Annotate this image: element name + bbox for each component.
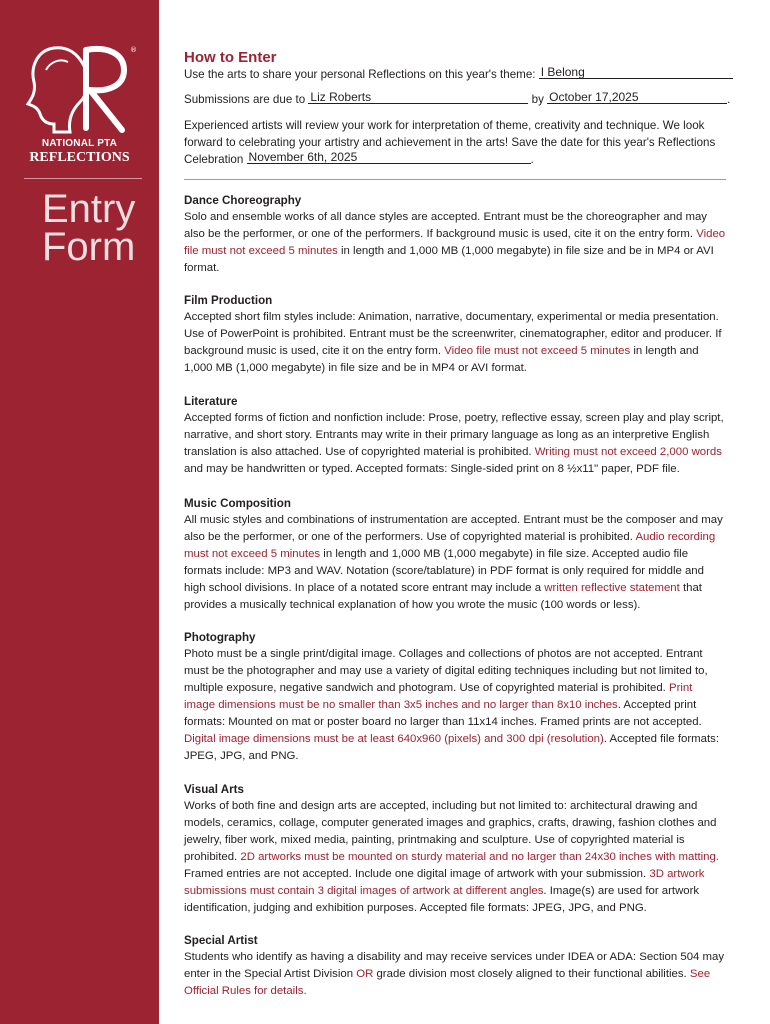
section-literature	[184, 393, 726, 478]
theme-label: Use the arts to share your personal Reflections on this year's theme:	[184, 68, 536, 81]
section-body	[184, 309, 726, 377]
body-text: Accepted forms of fiction and nonfiction include: Prose, poetry, reflective essay, screen play and play script, narrative, and short story. Entrants may write in their primary language as long as an interpretive English translation is also attached. Use of copyrighted material is prohibited.	[184, 412, 724, 458]
section-dance-choreography	[184, 192, 726, 277]
section-visual-arts	[184, 781, 726, 917]
section-title: Photography	[184, 631, 256, 644]
section-body	[184, 512, 726, 614]
due-date-field[interactable]: October 17,2025	[547, 91, 727, 104]
due-date-period: .	[727, 93, 731, 106]
experienced-paragraph	[184, 117, 724, 168]
theme-line	[184, 65, 733, 81]
highlighted-requirement: Print image dimensions must be no smaller than 3x5 inches and no larger than 8x10 inches	[184, 682, 693, 711]
submissions-to-field[interactable]: Liz Roberts	[308, 91, 528, 104]
body-text: in length and 1,000 MB (1,000 megabyte) in file size. Accepted audio file formats include: MP3 and WAV. Notation (score/tablature) in PDF format is only required for middle and high school divisions. In place of a notated score entrant may include a	[184, 548, 704, 594]
how-to-enter-heading: How to Enter	[184, 49, 277, 66]
submissions-label: Submissions are due to	[184, 93, 306, 106]
highlighted-requirement: 3D artwork submissions must contain 3 digital images of artwork at different angles	[184, 868, 705, 897]
highlighted-requirement: Audio recording must not exceed 5 minutes	[184, 531, 716, 560]
body-text: Accepted short film styles include: Animation, narrative, documentary, experimental or media presentation. Use of PowerPoint is prohibited. Entrant must be the screenwriter, cinematographer, editor and producer. If background music is used, cite it on the entry form.	[184, 311, 722, 357]
section-body	[184, 209, 726, 277]
entry-form-title-line1: Entry	[42, 187, 136, 231]
section-special-artist	[184, 932, 726, 1000]
celebration-period: .	[530, 153, 534, 166]
by-label: by	[531, 93, 544, 106]
section-photography	[184, 629, 726, 765]
section-title: Dance Choreography	[184, 194, 302, 207]
highlighted-requirement: Video file must not exceed 5 minutes	[184, 228, 726, 257]
body-text: Solo and ensemble works of all dance styles are accepted. Entrant must be the choreographer and may also be the performer, or one of the performers. If background music is used, cite it on the entry form.	[184, 211, 708, 240]
body-text: All music styles and combinations of instrumentation are accepted. Entrant must be the composer and may also be the performer, or one of the performers. Use of copyrighted material is prohibited.	[184, 514, 723, 543]
section-body	[184, 646, 726, 765]
svg-text:®: ®	[130, 46, 137, 54]
section-music-composition	[184, 495, 726, 614]
celebration-date-field[interactable]: November 6th, 2025	[247, 151, 531, 164]
sidebar-divider	[24, 178, 142, 179]
body-text: . Image(s) are used for artwork identification, judging and exhibition purposes. Accepted file formats: JPEG, JPG, and PNG.	[184, 885, 700, 914]
highlighted-requirement: 2D artworks must be mounted on sturdy material and no larger than 24x30 inches with matting.	[240, 851, 720, 863]
section-title: Literature	[184, 395, 238, 408]
body-text: that provides a musically technical explanation of how you wrote the music (100 words or less).	[184, 582, 702, 611]
highlighted-requirement: Writing must not exceed 2,000 words	[534, 446, 722, 458]
section-film-production	[184, 292, 726, 377]
body-text: . Accepted print formats: Mounted on mat or poster board no larger than 11x14 inches. Framed prints are not accepted.	[184, 699, 702, 728]
logo-line-national-pta: NATIONAL PTA	[41, 138, 118, 149]
highlighted-requirement: Video file must not exceed 5 minutes	[444, 345, 631, 357]
section-title: Visual Arts	[184, 783, 244, 796]
section-body	[184, 798, 726, 917]
logo-line-reflections: REFLECTIONS	[29, 150, 130, 165]
body-text: in length and 1,000 MB (1,000 megabyte) in file size and be in MP4 or AVI format.	[184, 245, 714, 274]
body-text: in length and 1,000 MB (1,000 megabyte) in file size and be in MP4 or AVI format.	[184, 345, 699, 374]
body-text: Photo must be a single print/digital image. Collages and collections of photos are not accepted. Entrant must be the photographer and may use a variety of digital editing techniques including but not limited to, multiple exposure, negative sandwich and photogram. Use of copyrighted material is prohibited.	[184, 648, 708, 694]
section-title: Film Production	[184, 294, 273, 307]
highlighted-requirement: OR	[356, 968, 374, 980]
section-title: Special Artist	[184, 934, 258, 947]
submissions-line	[184, 90, 731, 106]
body-text: and may be handwritten or typed. Accepted formats: Single-sided print on 8 ½x11" paper, PDF file.	[184, 463, 680, 475]
body-text: . Accepted file formats: JPEG, JPG, and PNG.	[184, 733, 720, 762]
experienced-text: Experienced artists will review your work for interpretation of theme, creativity and technique. We look forward to celebrating your artistry and achievement in the arts! Save the date for this year's Reflections	[184, 119, 716, 149]
header-divider	[184, 179, 726, 180]
body-text: Students who identify as having a disability and may receive services under IDEA or ADA: Section 504 may enter in the Special Artist Division	[184, 951, 725, 980]
section-body	[184, 410, 726, 478]
body-text: Framed entries are not accepted. Include one digital image of artwork with your submission.	[184, 868, 650, 880]
celebration-label: Celebration	[184, 153, 244, 166]
section-title: Music Composition	[184, 497, 291, 510]
body-text: Works of both fine and design arts are accepted, including but not limited to: architectural drawing and models, ceramics, collage, computer generated images and graphics, crafts, drawing, fashion clothes and jewelry, fiber work, mixed media, painting, printmaking and sculpture. Use of copyrighted material is prohibited.	[184, 800, 717, 863]
highlighted-requirement: written reflective statement	[544, 582, 680, 594]
reflections-logo-icon	[24, 40, 140, 136]
entry-form-title-line2: Form	[42, 225, 136, 269]
highlighted-requirement: Digital image dimensions must be at least 640x960 (pixels) and 300 dpi (resolution)	[184, 733, 604, 745]
section-body	[184, 949, 726, 1000]
entry-form-title	[42, 187, 152, 269]
theme-field[interactable]: I Belong	[539, 66, 733, 79]
body-text: grade division most closely aligned to their functional abilities.	[373, 968, 690, 980]
sidebar	[0, 0, 159, 1024]
highlighted-requirement: See Official Rules for details.	[184, 968, 711, 997]
